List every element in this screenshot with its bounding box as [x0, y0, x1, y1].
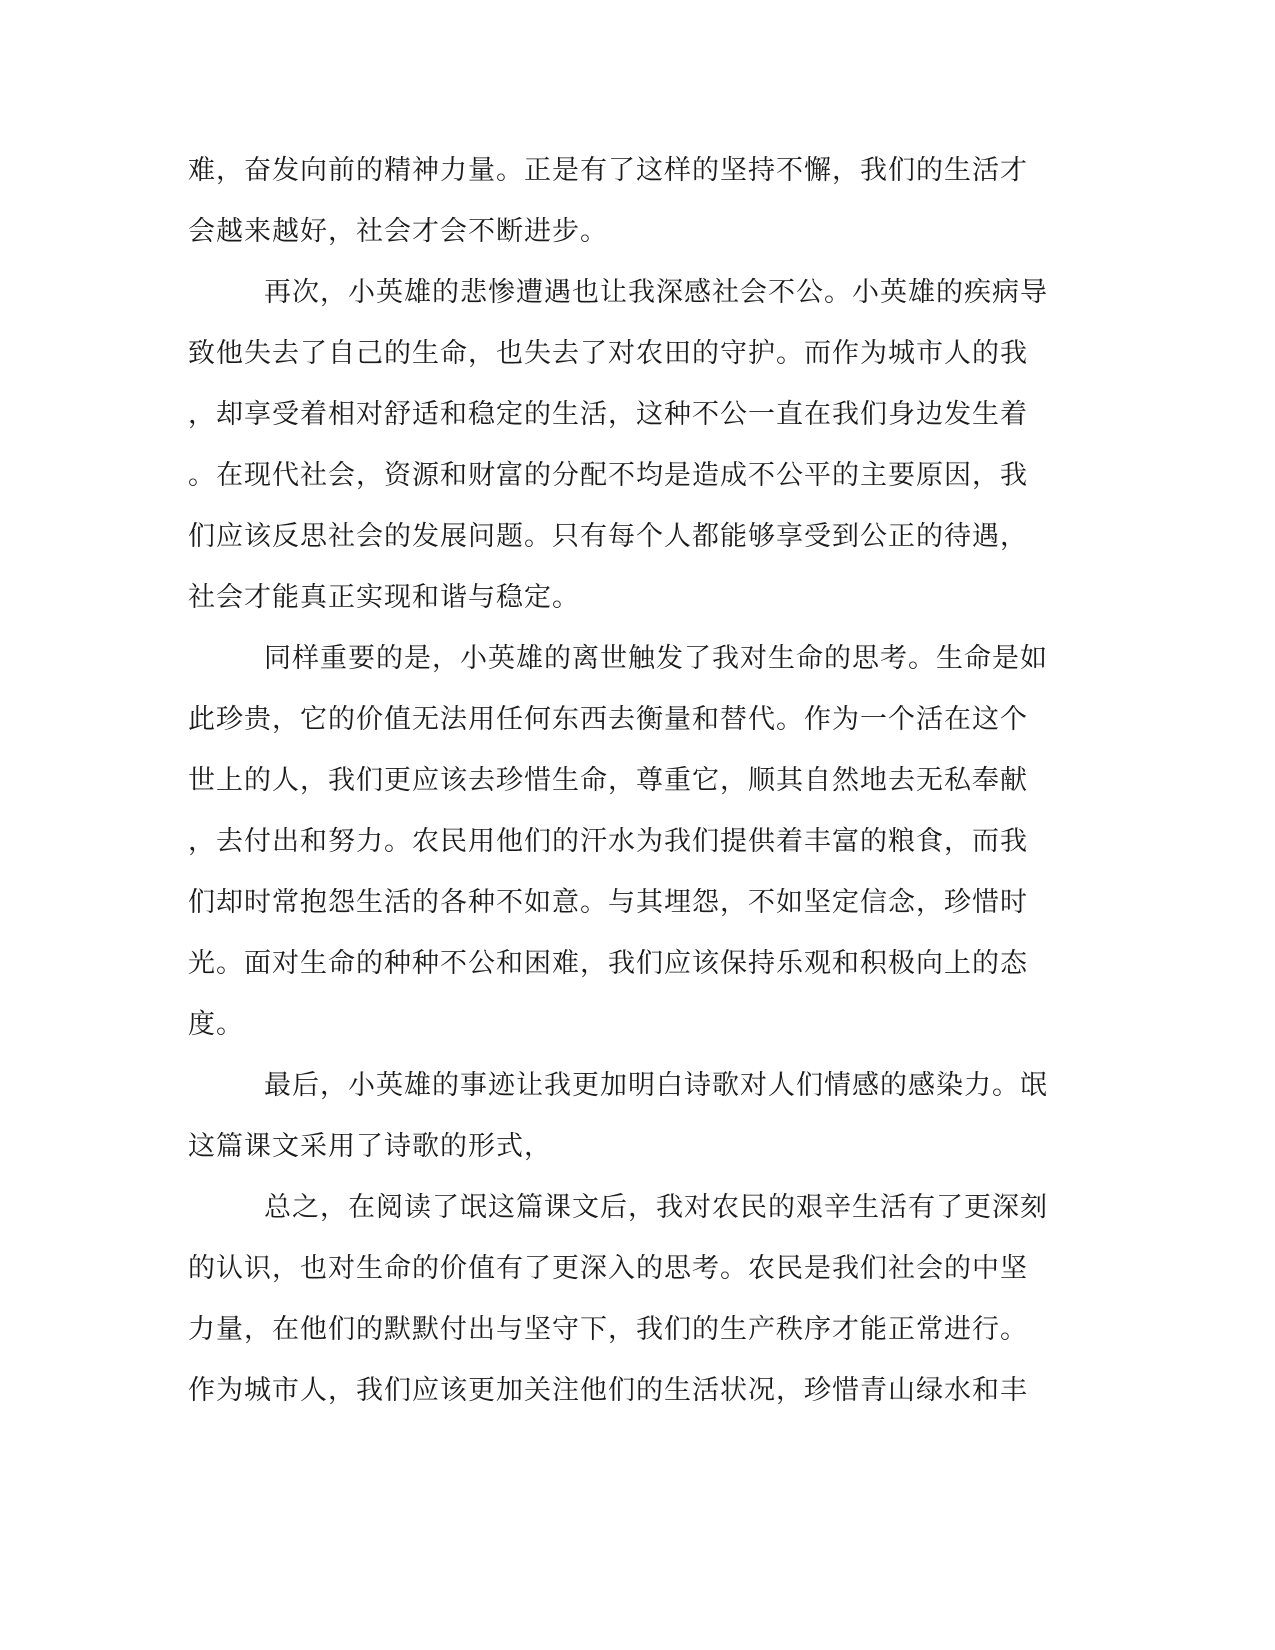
text-line: 。在现代社会，资源和财富的分配不均是造成不公平的主要原因，我: [188, 460, 1028, 491]
text-line: 会越来越好，社会才会不断进步。: [188, 216, 608, 247]
paragraph-first-line: 总之，在阅读了氓这篇课文后，我对农民的艰辛生活有了更深刻: [264, 1192, 1048, 1223]
text-line: ，去付出和努力。农民用他们的汗水为我们提供着丰富的粮食，而我: [188, 826, 1028, 857]
paragraph-first-line: 同样重要的是，小英雄的离世触发了我对生命的思考。生命是如: [264, 643, 1048, 674]
text-line: 难，奋发向前的精神力量。正是有了这样的坚持不懈，我们的生活才: [188, 155, 1028, 186]
paragraph-first-line: 再次，小英雄的悲惨遭遇也让我深感社会不公。小英雄的疾病导: [264, 277, 1048, 308]
text-line: 作为城市人，我们应该更加关注他们的生活状况，珍惜青山绿水和丰: [188, 1375, 1028, 1406]
text-line: 度。: [188, 1009, 244, 1040]
text-line: 们却时常抱怨生活的各种不如意。与其埋怨，不如坚定信念，珍惜时: [188, 887, 1028, 918]
text-line: 世上的人，我们更应该去珍惜生命，尊重它，顺其自然地去无私奉献: [188, 765, 1028, 796]
document-body: [188, 140, 1068, 1421]
text-line: ，却享受着相对舒适和稳定的生活，这种不公一直在我们身边发生着: [188, 399, 1028, 430]
text-line: 致他失去了自己的生命，也失去了对农田的守护。而作为城市人的我: [188, 338, 1028, 369]
paragraph-first-line: 最后，小英雄的事迹让我更加明白诗歌对人们情感的感染力。氓: [264, 1070, 1048, 1101]
text-line: 光。面对生命的种种不公和困难，我们应该保持乐观和积极向上的态: [188, 948, 1028, 979]
text-line: 的认识，也对生命的价值有了更深入的思考。农民是我们社会的中坚: [188, 1253, 1028, 1284]
text-line: 力量，在他们的默默付出与坚守下，我们的生产秩序才能正常进行。: [188, 1314, 1028, 1345]
text-line: 们应该反思社会的发展问题。只有每个人都能够享受到公正的待遇，: [188, 521, 1028, 552]
text-line: 此珍贵，它的价值无法用任何东西去衡量和替代。作为一个活在这个: [188, 704, 1028, 735]
text-line: 社会才能真正实现和谐与稳定。: [188, 582, 580, 613]
text-line: 这篇课文采用了诗歌的形式，: [188, 1131, 552, 1162]
